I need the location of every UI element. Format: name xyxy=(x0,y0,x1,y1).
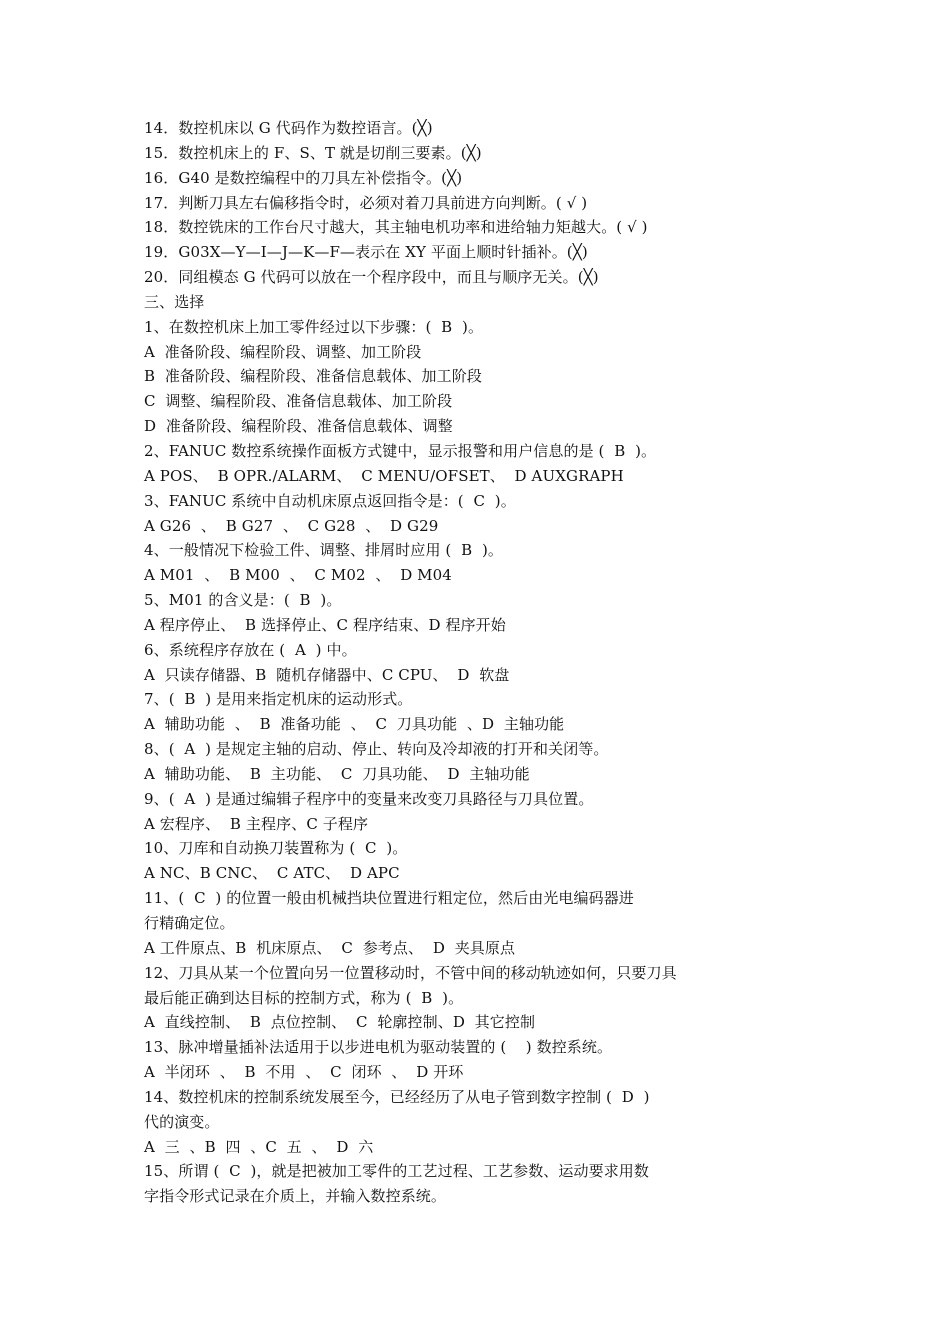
option-line: A G26 、 B G27 、 C G28 、 D G29 xyxy=(144,516,439,535)
option-line: A 宏程序、 B 主程序、C 子程序 xyxy=(144,814,369,833)
question-line-continued: 最后能正确到达目标的控制方式，称为 ( B )。 xyxy=(144,988,464,1007)
question-line: 10、刀库和自动换刀装置称为 ( C )。 xyxy=(144,839,408,858)
text-line: 18．数控铣床的工作台尺寸越大，其主轴电机功率和进给轴力矩越大。( √ ) xyxy=(144,218,648,237)
option-line: B 准备阶段、编程阶段、准备信息载体、加工阶段 xyxy=(144,367,482,386)
question-line: 7、( B ) 是用来指定机床的运动形式。 xyxy=(144,690,413,709)
question-line: 12、刀具从某一个位置向另一位置移动时，不管中间的移动轨迹如何，只要刀具 xyxy=(144,963,677,982)
question-line: 5、M01 的含义是：( B )。 xyxy=(144,591,342,610)
question-line: 4、一般情况下检验工件、调整、排屑时应用 ( B )。 xyxy=(144,541,504,560)
option-line: A 直线控制、 B 点位控制、 C 轮廓控制、D 其它控制 xyxy=(144,1013,536,1032)
question-line: 9、( A ) 是通过编辑子程序中的变量来改变刀具路径与刀具位置。 xyxy=(144,789,594,808)
section-heading: 三、选择 xyxy=(144,292,205,311)
option-line: A NC、B CNC、 C ATC、 D APC xyxy=(144,864,400,883)
question-line: 2、FANUC 数控系统操作面板方式键中，显示报警和用户信息的是 ( B )。 xyxy=(144,441,657,460)
option-line: A 准备阶段、编程阶段、调整、加工阶段 xyxy=(144,342,422,361)
question-line: 3、FANUC 系统中自动机床原点返回指令是：( C )。 xyxy=(144,491,516,510)
question-line: 6、系统程序存放在 ( A ) 中。 xyxy=(144,640,357,659)
question-line: 14、数控机床的控制系统发展至今，已经经历了从电子管到数字控制 ( D ) xyxy=(144,1087,650,1106)
option-line: A 半闭环 、 B 不用 、 C 闭环 、 D 开环 xyxy=(144,1063,464,1082)
option-line: A M01 、 B M00 、 C M02 、 D M04 xyxy=(144,566,452,585)
question-line: 8、( A ) 是规定主轴的启动、停止、转向及冷却液的打开和关闭等。 xyxy=(144,740,609,759)
text-line: 16．G40 是数控编程中的刀具左补偿指令。(╳) xyxy=(144,168,463,187)
text-line: 14．数控机床以 G 代码作为数控语言。(╳) xyxy=(144,119,433,137)
question-line: 13、脉冲增量插补法适用于以步进电机为驱动装置的 ( ) 数控系统。 xyxy=(144,1038,613,1057)
text-line: 17．判断刀具左右偏移指令时，必须对着刀具前进方向判断。( √ ) xyxy=(144,193,588,212)
question-line: 11、( C ) 的位置一般由机械挡块位置进行粗定位，然后由光电编码器进 xyxy=(144,889,634,908)
option-line: A POS、 B OPR./ALARM、 C MENU/OFSET、 D AUXGRAPH xyxy=(144,466,624,485)
question-line-continued: 字指令形式记录在介质上，并输入数控系统。 xyxy=(144,1187,447,1206)
question-line: 15、所谓 ( C )，就是把被加工零件的工艺过程、工艺参数、运动要求用数 xyxy=(144,1162,650,1181)
question-line: 1、在数控机床上加工零件经过以下步骤：( B )。 xyxy=(144,317,484,336)
option-line: C 调整、编程阶段、准备信息载体、加工阶段 xyxy=(144,392,453,411)
document-body xyxy=(144,116,764,1209)
option-line: A 辅助功能 、 B 准备功能 、 C 刀具功能 、D 主轴功能 xyxy=(144,715,565,734)
option-line: A 三 、B 四 、C 五 、 D 六 xyxy=(144,1137,374,1156)
option-line: A 工件原点、B 机床原点、 C 参考点、 D 夹具原点 xyxy=(144,938,516,957)
question-line-continued: 代的演变。 xyxy=(144,1112,220,1131)
option-line: D 准备阶段、编程阶段、准备信息载体、调整 xyxy=(144,417,453,436)
text-line: 20．同组模态 G 代码可以放在一个程序段中，而且与顺序无关。(╳) xyxy=(144,268,599,287)
option-line: A 程序停止、 B 选择停止、C 程序结束、D 程序开始 xyxy=(144,615,506,634)
option-line: A 只读存储器、B 随机存储器中、C CPU、 D 软盘 xyxy=(144,665,510,684)
option-line: A 辅助功能、 B 主功能、 C 刀具功能、 D 主轴功能 xyxy=(144,764,530,783)
text-line: 19．G03X—Y—I—J—K—F—表示在 XY 平面上顺时针插补。(╳) xyxy=(144,243,588,262)
text-line: 15．数控机床上的 F、S、T 就是切削三要素。(╳) xyxy=(144,143,482,162)
question-line-continued: 行精确定位。 xyxy=(144,914,235,932)
